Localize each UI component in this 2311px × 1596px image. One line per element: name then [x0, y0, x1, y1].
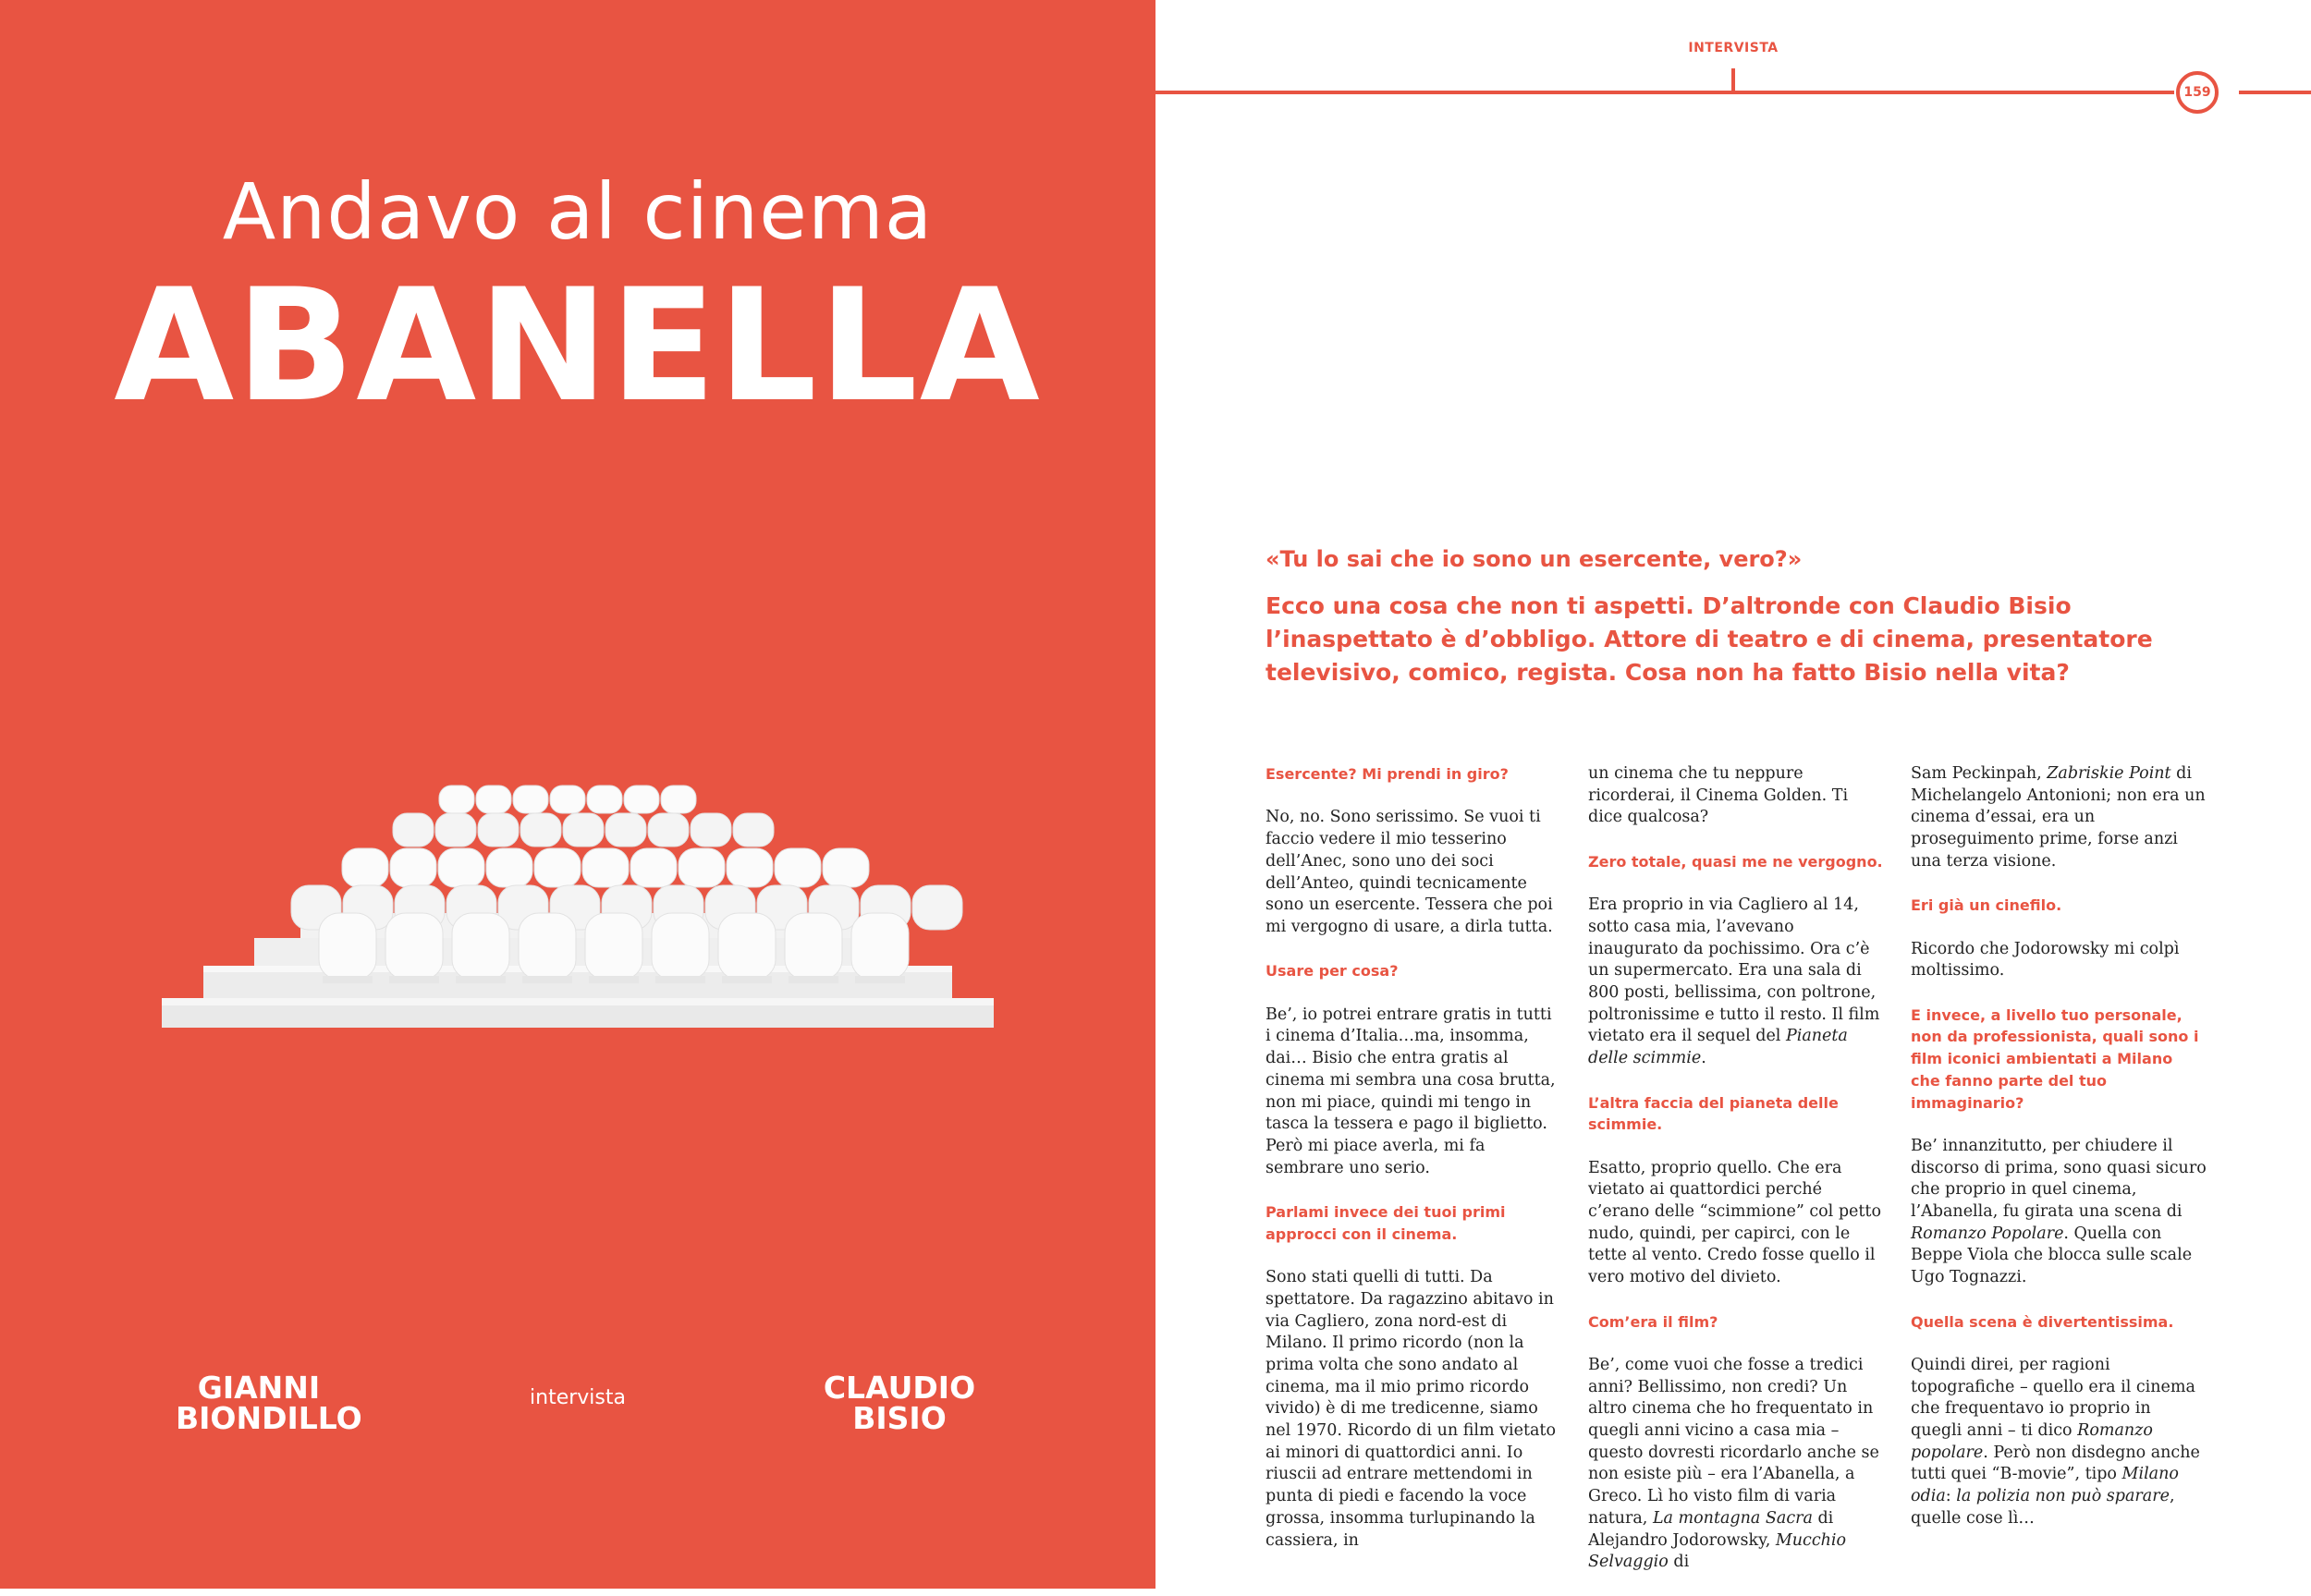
- text-run: Quindi direi, per ragioni topografiche – quello era il cinema che frequentavo io proprio in quegli anni – ti dico: [1911, 1355, 2195, 1440]
- text-column-1: [1266, 763, 1561, 1574]
- left-page: [0, 0, 1156, 1589]
- intro: [1266, 543, 2213, 689]
- title-line-2: ABANELLA: [114, 255, 1042, 436]
- seat-base: [522, 976, 572, 983]
- italic-title: Pianeta delle scimmie: [1588, 1027, 1848, 1068]
- interview-answer: [1911, 1355, 2207, 1530]
- interview-question: [1266, 763, 1561, 786]
- interview-connector: intervista: [530, 1386, 626, 1409]
- interview-answer: [1911, 939, 2207, 982]
- seat: [624, 786, 659, 813]
- interview-question: [1588, 1092, 1884, 1136]
- seat: [486, 848, 532, 887]
- page-number: 159: [2176, 71, 2219, 114]
- text-run: Be’ innanzitutto, per chiudere il discorso di prima, sono quasi sicuro che proprio in quel cinema, l’Abanella, fu girata una scena di: [1911, 1136, 2207, 1221]
- text-run: Usare per cosa?: [1266, 962, 1399, 981]
- italic-title: Zabriskie Point: [2047, 764, 2171, 783]
- italic-title: la polizia non può sparare: [1956, 1487, 2170, 1506]
- text-run: Be’, come vuoi che fosse a tredici anni? Bellissimo, non credi? Un altro cinema che ho frequentato in quegli anni vicino a casa mia – questo dovresti ricordarlo anche se non esiste più – era l’Abanella, a Greco. Lì ho visto film di varia natura,: [1588, 1355, 1879, 1528]
- text-run: Com’era il film?: [1588, 1312, 1718, 1331]
- italic-title: Romanzo popolare: [1911, 1421, 2153, 1462]
- text-run: di Michelangelo Antonioni; non era un cinema d’essai, era un proseguimento prime, forse anzi una terza visione.: [1911, 764, 2206, 871]
- seat: [851, 913, 909, 980]
- text-run: un cinema che tu neppure ricorderai, il Cinema Golden. Ti dice qualcosa?: [1588, 764, 1849, 827]
- text-run: Eri già un cinefilo.: [1911, 896, 2062, 915]
- subject-last-name: BISIO: [852, 1400, 947, 1436]
- seat: [587, 786, 622, 813]
- text-run: Esatto, proprio quello. Che era vietato ai quattordici perché c’erano delle “scimmione” col petto nudo, quindi, per capirci, con le tette al vento. Credo fosse quello il vero motivo del divieto.: [1588, 1158, 1881, 1287]
- seat: [534, 848, 581, 887]
- seat: [823, 848, 869, 887]
- seat: [439, 786, 474, 813]
- interview-answer: [1266, 1005, 1561, 1180]
- text-run: :: [1945, 1487, 1957, 1506]
- seat: [452, 913, 509, 980]
- seat: [661, 786, 696, 813]
- seat: [718, 913, 776, 980]
- cinema-seats-illustration: [162, 776, 994, 1040]
- text-run: di: [1668, 1553, 1690, 1572]
- seat: [582, 848, 629, 887]
- interview-answer: [1588, 1355, 1884, 1574]
- seat: [679, 848, 725, 887]
- interview-question: [1911, 1311, 2207, 1334]
- author-first-name: GIANNI: [197, 1370, 321, 1406]
- text-run: No, no. Sono serissimo. Se vuoi ti faccio vedere il mio tesserino dell’Anec, sono uno dei soci dell’Anteo, quindi tecnicamente sono un esercente. Tessera che poi mi vergogno di usare, a dirla tutta.: [1266, 808, 1553, 936]
- author-last-name: BIONDILLO: [176, 1400, 362, 1436]
- seat-base: [855, 976, 905, 983]
- interview-answer: [1588, 895, 1884, 1070]
- seat: [438, 848, 484, 887]
- seat-base: [789, 976, 838, 983]
- seat-base: [655, 976, 705, 983]
- interview-answer: [1266, 807, 1561, 938]
- seat: [630, 848, 677, 887]
- seat: [727, 848, 773, 887]
- text-run: Esercente? Mi prendi in giro?: [1266, 765, 1509, 783]
- seat: [785, 913, 842, 980]
- text-column-3: [1911, 763, 2207, 1552]
- seat: [775, 848, 821, 887]
- interview-answer: [1588, 763, 1884, 829]
- seat: [605, 813, 646, 847]
- seat: [585, 913, 642, 980]
- italic-title: La montagna Sacra: [1652, 1508, 1813, 1528]
- section-label: INTERVISTA: [1688, 41, 1779, 55]
- seat: [519, 913, 576, 980]
- seat: [513, 786, 548, 813]
- interview-answer: [1588, 1158, 1884, 1289]
- text-run: Ricordo che Jodorowsky mi colpì moltissimo.: [1911, 939, 2180, 981]
- seat: [691, 813, 731, 847]
- subject-credit: [816, 1370, 983, 1436]
- title-line-1: Andavo al cinema: [222, 166, 934, 257]
- seat: [478, 813, 519, 847]
- platform-base-top: [162, 998, 994, 1005]
- seat: [342, 848, 388, 887]
- italic-title: Romanzo Popolare: [1911, 1224, 2064, 1243]
- interview-question: [1266, 960, 1561, 982]
- text-run: di Alejandro Jodorowsky,: [1588, 1508, 1834, 1550]
- interview-answer: [1266, 1267, 1561, 1552]
- intro-quote: «Tu lo sai che io sono un esercente, vero?»: [1266, 546, 1803, 572]
- text-run: , quelle cose lì…: [1911, 1487, 2175, 1528]
- intro-text: Ecco una cosa che non ti aspetti. D’altronde con Claudio Bisio l’inaspettato è d’obbligo. Attore di teatro e di cinema, presentatore televisivo, comico, regista. Cosa non ha fatto Bisio nella vita?: [1266, 592, 2153, 686]
- interview-answer: [1911, 763, 2207, 873]
- seat-base: [389, 976, 439, 983]
- seat: [648, 813, 689, 847]
- seat-base: [589, 976, 639, 983]
- seat: [476, 786, 511, 813]
- seat: [385, 913, 443, 980]
- seat: [652, 913, 709, 980]
- text-run: Zero totale, quasi me ne vergogno.: [1588, 852, 1883, 871]
- header-rule-left: [1156, 91, 2174, 94]
- interview-question: [1911, 1005, 2207, 1115]
- interview-question: [1266, 1201, 1561, 1245]
- seat: [435, 813, 476, 847]
- interview-question: [1588, 1311, 1884, 1334]
- header-rule-right: [2239, 91, 2311, 94]
- seat: [733, 813, 774, 847]
- seat: [550, 786, 585, 813]
- seat: [390, 848, 436, 887]
- text-column-2: [1588, 763, 1884, 1596]
- seat-base: [323, 976, 373, 983]
- interview-answer: [1911, 1136, 2207, 1289]
- text-run: .: [1701, 1049, 1706, 1068]
- italic-title: Milano odia: [1911, 1465, 2179, 1506]
- text-run: Be’, io potrei entrare gratis in tutti i cinema d’Italia…ma, insomma, dai… Bisio che entra gratis al cinema mi sembra una cosa brutta, non mi piace, quindi mi tengo in tasca la tessera e pago il biglietto. Però mi piace averla, mi fa sembrare uno serio.: [1266, 1005, 1556, 1177]
- text-run: . Però non disdegno anche tutti quei “B-movie”, tipo: [1911, 1443, 2200, 1484]
- italic-title: Mucchio Selvaggio: [1588, 1530, 1847, 1572]
- text-run: Era proprio in via Cagliero al 14, sotto casa mia, l’avevano inaugurato da pochissimo. Ora c’è un supermercato. Era una sala di 800 posti, bellissima, con poltrone, poltronissime e tutto il resto. Il film vietato era il sequel del: [1588, 895, 1880, 1046]
- text-run: L’altra faccia del pianeta delle scimmie.: [1588, 1093, 1839, 1134]
- text-run: Parlami invece dei tuoi primi approcci con il cinema.: [1266, 1203, 1506, 1243]
- seat-base: [456, 976, 506, 983]
- seat: [520, 813, 561, 847]
- seat-rows: [291, 786, 962, 983]
- seat: [563, 813, 604, 847]
- interview-question: [1911, 895, 2207, 917]
- text-run: . Quella con Beppe Viola che blocca sulle scale Ugo Tognazzi.: [1911, 1224, 2193, 1287]
- text-run: E invece, a livello tuo personale, non da professionista, quali sono i film iconici ambientati a Milano che fanno parte del tuo immaginario?: [1911, 1005, 2199, 1112]
- text-run: Sam Peckinpah,: [1911, 764, 2048, 783]
- subject-first-name: CLAUDIO: [823, 1370, 976, 1406]
- header-rule-tick: [1731, 68, 1735, 92]
- text-run: Quella scena è divertentissima.: [1911, 1312, 2174, 1331]
- seat-base: [722, 976, 772, 983]
- seat: [319, 913, 376, 980]
- interview-question: [1588, 851, 1884, 873]
- text-run: Sono stati quelli di tutti. Da spettatore. Da ragazzino abitavo in via Cagliero, zona nord-est di Milano. Il primo ricordo (non la prima volta che sono andato al cinema, ma il mio primo ricordo vivido) è di me tredicenne, siamo nel 1970. Ricordo di un film vietato ai minori di quattordici anni. Io riuscii ad entrare mettendomi in punta di piedi e facendo la voce grossa, insomma turlupinando la cassiera, in: [1266, 1268, 1556, 1550]
- seat: [393, 813, 434, 847]
- seat: [912, 885, 962, 930]
- author-credit: [176, 1370, 362, 1436]
